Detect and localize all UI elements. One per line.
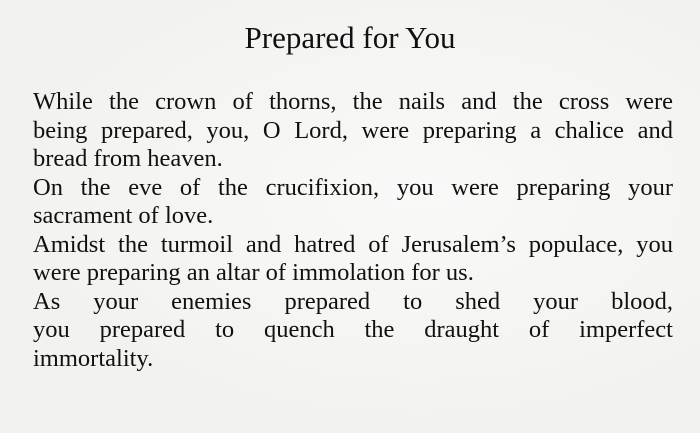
- text-line: you prepared to quench the draught of imperfect: [33, 316, 673, 343]
- text-line: immortality.: [33, 344, 154, 372]
- paragraph-3: [33, 231, 673, 288]
- text-line: bread from heaven.: [33, 145, 223, 172]
- page-title: Prepared for You: [244, 20, 456, 55]
- paragraph-4: [33, 288, 673, 374]
- text-line: While the crown of thorns, the nails and the cross were: [33, 88, 673, 115]
- text-line: As your enemies prepared to shed your blood,: [33, 287, 673, 315]
- paragraph-2: [33, 174, 673, 231]
- text-line: being prepared, you, O Lord, were preparing a chalice and: [33, 116, 673, 144]
- text-line: were preparing an altar of immolation for us.: [33, 259, 474, 286]
- poem-body: [33, 88, 673, 373]
- text-line: Amidst the turmoil and hatred of Jerusalem’s populace, you: [33, 230, 673, 258]
- text-line: On the eve of the crucifixion, you were preparing your: [33, 173, 673, 201]
- text-line: sacrament of love.: [33, 202, 214, 229]
- paragraph-1: [33, 88, 673, 174]
